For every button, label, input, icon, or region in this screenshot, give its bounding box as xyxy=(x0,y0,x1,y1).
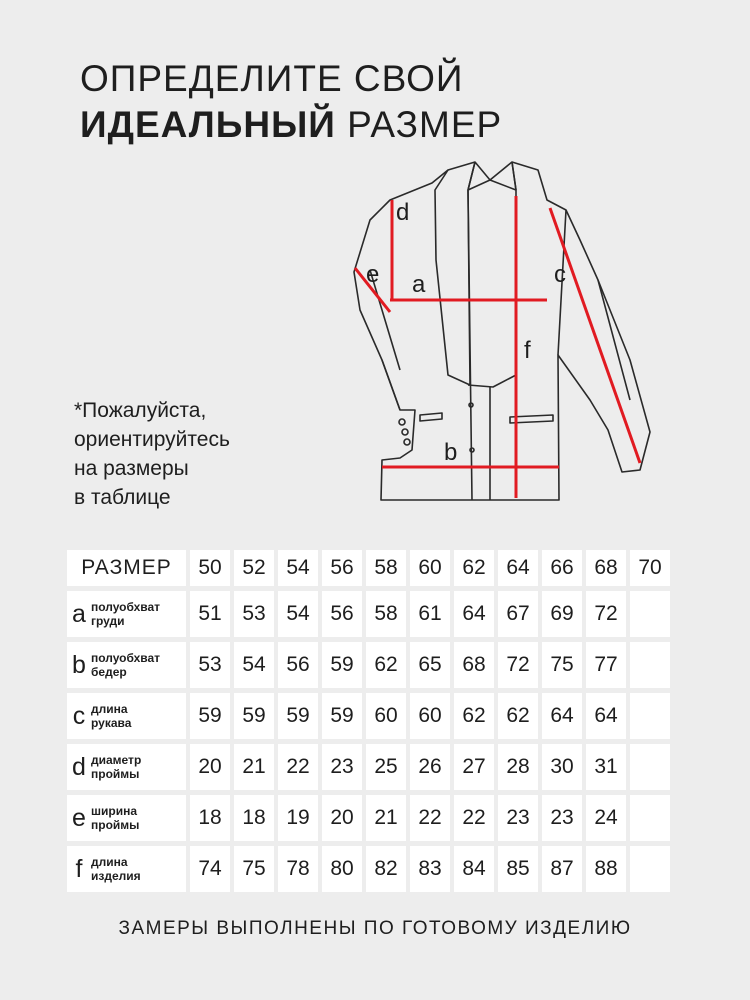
table-cell: 61 xyxy=(410,591,450,637)
row-label-cell xyxy=(67,591,186,637)
table-cell: 53 xyxy=(190,642,230,688)
table-row xyxy=(67,744,670,790)
cuff-button-2 xyxy=(402,429,408,435)
table-cell: 28 xyxy=(498,744,538,790)
size-table-grid xyxy=(63,545,674,897)
table-cell: 83 xyxy=(410,846,450,892)
row-description xyxy=(91,855,141,883)
row-label-cell xyxy=(67,744,186,790)
table-header-row xyxy=(67,550,670,586)
note-line-2: ориентируйтесь xyxy=(74,428,230,451)
table-cell: 23 xyxy=(322,744,362,790)
size-header-cell: 66 xyxy=(542,550,582,586)
table-cell: 62 xyxy=(454,693,494,739)
row-label xyxy=(67,753,186,781)
size-header-cell: 54 xyxy=(278,550,318,586)
table-cell: 64 xyxy=(586,693,626,739)
row-description xyxy=(91,600,160,628)
row-letter: c xyxy=(72,701,86,730)
table-cell: 59 xyxy=(278,693,318,739)
table-cell: 56 xyxy=(278,642,318,688)
row-description-line-1: длина xyxy=(91,855,128,869)
row-label-cell xyxy=(67,693,186,739)
table-cell: 77 xyxy=(586,642,626,688)
row-description-line-1: длина xyxy=(91,702,128,716)
measure-line-c xyxy=(550,208,640,463)
table-cell: 18 xyxy=(234,795,274,841)
table-cell: 20 xyxy=(322,795,362,841)
table-cell: 72 xyxy=(498,642,538,688)
jacket-placket xyxy=(468,190,490,500)
table-cell: 64 xyxy=(454,591,494,637)
note-line-3: на размеры xyxy=(74,457,189,480)
row-description xyxy=(91,753,141,781)
row-label-cell xyxy=(67,795,186,841)
table-cell: 31 xyxy=(586,744,626,790)
row-letter: d xyxy=(72,752,86,781)
row-letter: f xyxy=(75,854,83,883)
row-letter: b xyxy=(72,650,86,679)
note-line-4: в таблице xyxy=(74,486,171,509)
table-row xyxy=(67,693,670,739)
jacket-svg xyxy=(340,160,670,510)
table-cell: 59 xyxy=(322,642,362,688)
row-description-line-2: рукава xyxy=(91,716,132,730)
table-cell: 24 xyxy=(586,795,626,841)
table-cell: 87 xyxy=(542,846,582,892)
title-line-2 xyxy=(80,102,502,148)
table-cell: 54 xyxy=(234,642,274,688)
size-header-cell: 56 xyxy=(322,550,362,586)
jacket-collar xyxy=(468,162,516,190)
jacket-right-lapel xyxy=(468,162,516,387)
table-cell: 60 xyxy=(366,693,406,739)
table-cell xyxy=(630,795,670,841)
size-header-cell: 64 xyxy=(498,550,538,586)
table-row xyxy=(67,642,670,688)
row-description-line-1: полуобхват xyxy=(91,651,161,665)
size-header-cell: 62 xyxy=(454,550,494,586)
table-cell: 51 xyxy=(190,591,230,637)
table-cell xyxy=(630,744,670,790)
table-cell: 60 xyxy=(410,693,450,739)
size-header-cell: 68 xyxy=(586,550,626,586)
table-cell: 21 xyxy=(234,744,274,790)
table-cell: 75 xyxy=(542,642,582,688)
table-cell: 67 xyxy=(498,591,538,637)
table-cell: 84 xyxy=(454,846,494,892)
table-cell xyxy=(630,642,670,688)
table-cell: 21 xyxy=(366,795,406,841)
diagram-label-e: e xyxy=(366,261,380,288)
table-cell: 80 xyxy=(322,846,362,892)
table-cell xyxy=(630,693,670,739)
row-label xyxy=(67,600,186,628)
table-cell: 62 xyxy=(366,642,406,688)
table-cell: 56 xyxy=(322,591,362,637)
row-description xyxy=(91,702,131,730)
table-row xyxy=(67,795,670,841)
table-cell: 54 xyxy=(278,591,318,637)
row-label-cell xyxy=(67,642,186,688)
table-cell: 74 xyxy=(190,846,230,892)
table-cell: 78 xyxy=(278,846,318,892)
table-row xyxy=(67,591,670,637)
row-label-cell xyxy=(67,846,186,892)
table-cell: 22 xyxy=(410,795,450,841)
table-cell: 53 xyxy=(234,591,274,637)
row-description-line-1: диаметр xyxy=(91,753,142,767)
size-header-cell: 50 xyxy=(190,550,230,586)
table-cell: 64 xyxy=(542,693,582,739)
table-cell: 88 xyxy=(586,846,626,892)
diagram-label-a: a xyxy=(412,271,426,298)
table-cell: 19 xyxy=(278,795,318,841)
row-label xyxy=(67,855,186,883)
diagram-label-b: b xyxy=(444,439,458,466)
footer-note: ЗАМЕРЫ ВЫПОЛНЕНЫ ПО ГОТОВОМУ ИЗДЕЛИЮ xyxy=(118,918,632,939)
row-letter: e xyxy=(72,803,86,832)
row-label xyxy=(67,702,186,730)
size-table xyxy=(63,545,674,897)
row-description-line-2: бедер xyxy=(91,665,127,679)
table-cell: 23 xyxy=(498,795,538,841)
table-cell: 18 xyxy=(190,795,230,841)
size-header-cell: 60 xyxy=(410,550,450,586)
row-label xyxy=(67,804,186,832)
page-title xyxy=(80,56,502,148)
table-cell: 85 xyxy=(498,846,538,892)
row-description-line-2: проймы xyxy=(91,767,140,781)
table-cell: 69 xyxy=(542,591,582,637)
size-header-cell: 58 xyxy=(366,550,406,586)
row-description-line-1: ширина xyxy=(91,804,138,818)
table-cell: 62 xyxy=(498,693,538,739)
row-description-line-2: груди xyxy=(91,614,125,628)
table-header-label: РАЗМЕР xyxy=(67,550,186,586)
table-cell: 30 xyxy=(542,744,582,790)
row-description xyxy=(91,804,139,832)
table-cell xyxy=(630,591,670,637)
row-description-line-2: изделия xyxy=(91,869,141,883)
row-letter: a xyxy=(72,599,86,628)
table-cell: 27 xyxy=(454,744,494,790)
size-header-cell: 52 xyxy=(234,550,274,586)
table-cell: 26 xyxy=(410,744,450,790)
cuff-button-1 xyxy=(399,419,405,425)
row-description xyxy=(91,651,160,679)
table-cell: 82 xyxy=(366,846,406,892)
table-cell xyxy=(630,846,670,892)
size-header-cell: 70 xyxy=(630,550,670,586)
diagram-label-f: f xyxy=(524,337,531,364)
title-line-1: ОПРЕДЕЛИТЕ СВОЙ xyxy=(80,58,464,99)
note-line-1: *Пожалуйста, xyxy=(74,399,207,422)
diagram-label-d: d xyxy=(396,199,410,226)
table-cell: 72 xyxy=(586,591,626,637)
table-row xyxy=(67,846,670,892)
cuff-button-3 xyxy=(404,439,410,445)
diagram-label-c: c xyxy=(554,261,566,288)
table-cell: 65 xyxy=(410,642,450,688)
table-cell: 75 xyxy=(234,846,274,892)
table-cell: 22 xyxy=(278,744,318,790)
table-cell: 59 xyxy=(234,693,274,739)
table-cell: 58 xyxy=(366,591,406,637)
table-cell: 25 xyxy=(366,744,406,790)
row-description-line-1: полуобхват xyxy=(91,600,161,614)
table-cell: 20 xyxy=(190,744,230,790)
table-cell: 59 xyxy=(190,693,230,739)
title-bold-word: ИДЕАЛЬНЫЙ xyxy=(80,104,336,145)
size-note xyxy=(74,396,230,512)
title-rest: РАЗМЕР xyxy=(335,104,503,145)
jacket-left-pocket xyxy=(420,413,442,421)
table-cell: 22 xyxy=(454,795,494,841)
row-description-line-2: проймы xyxy=(91,818,140,832)
jacket-diagram xyxy=(340,160,670,510)
table-cell: 68 xyxy=(454,642,494,688)
table-cell: 59 xyxy=(322,693,362,739)
row-label xyxy=(67,651,186,679)
table-cell: 23 xyxy=(542,795,582,841)
